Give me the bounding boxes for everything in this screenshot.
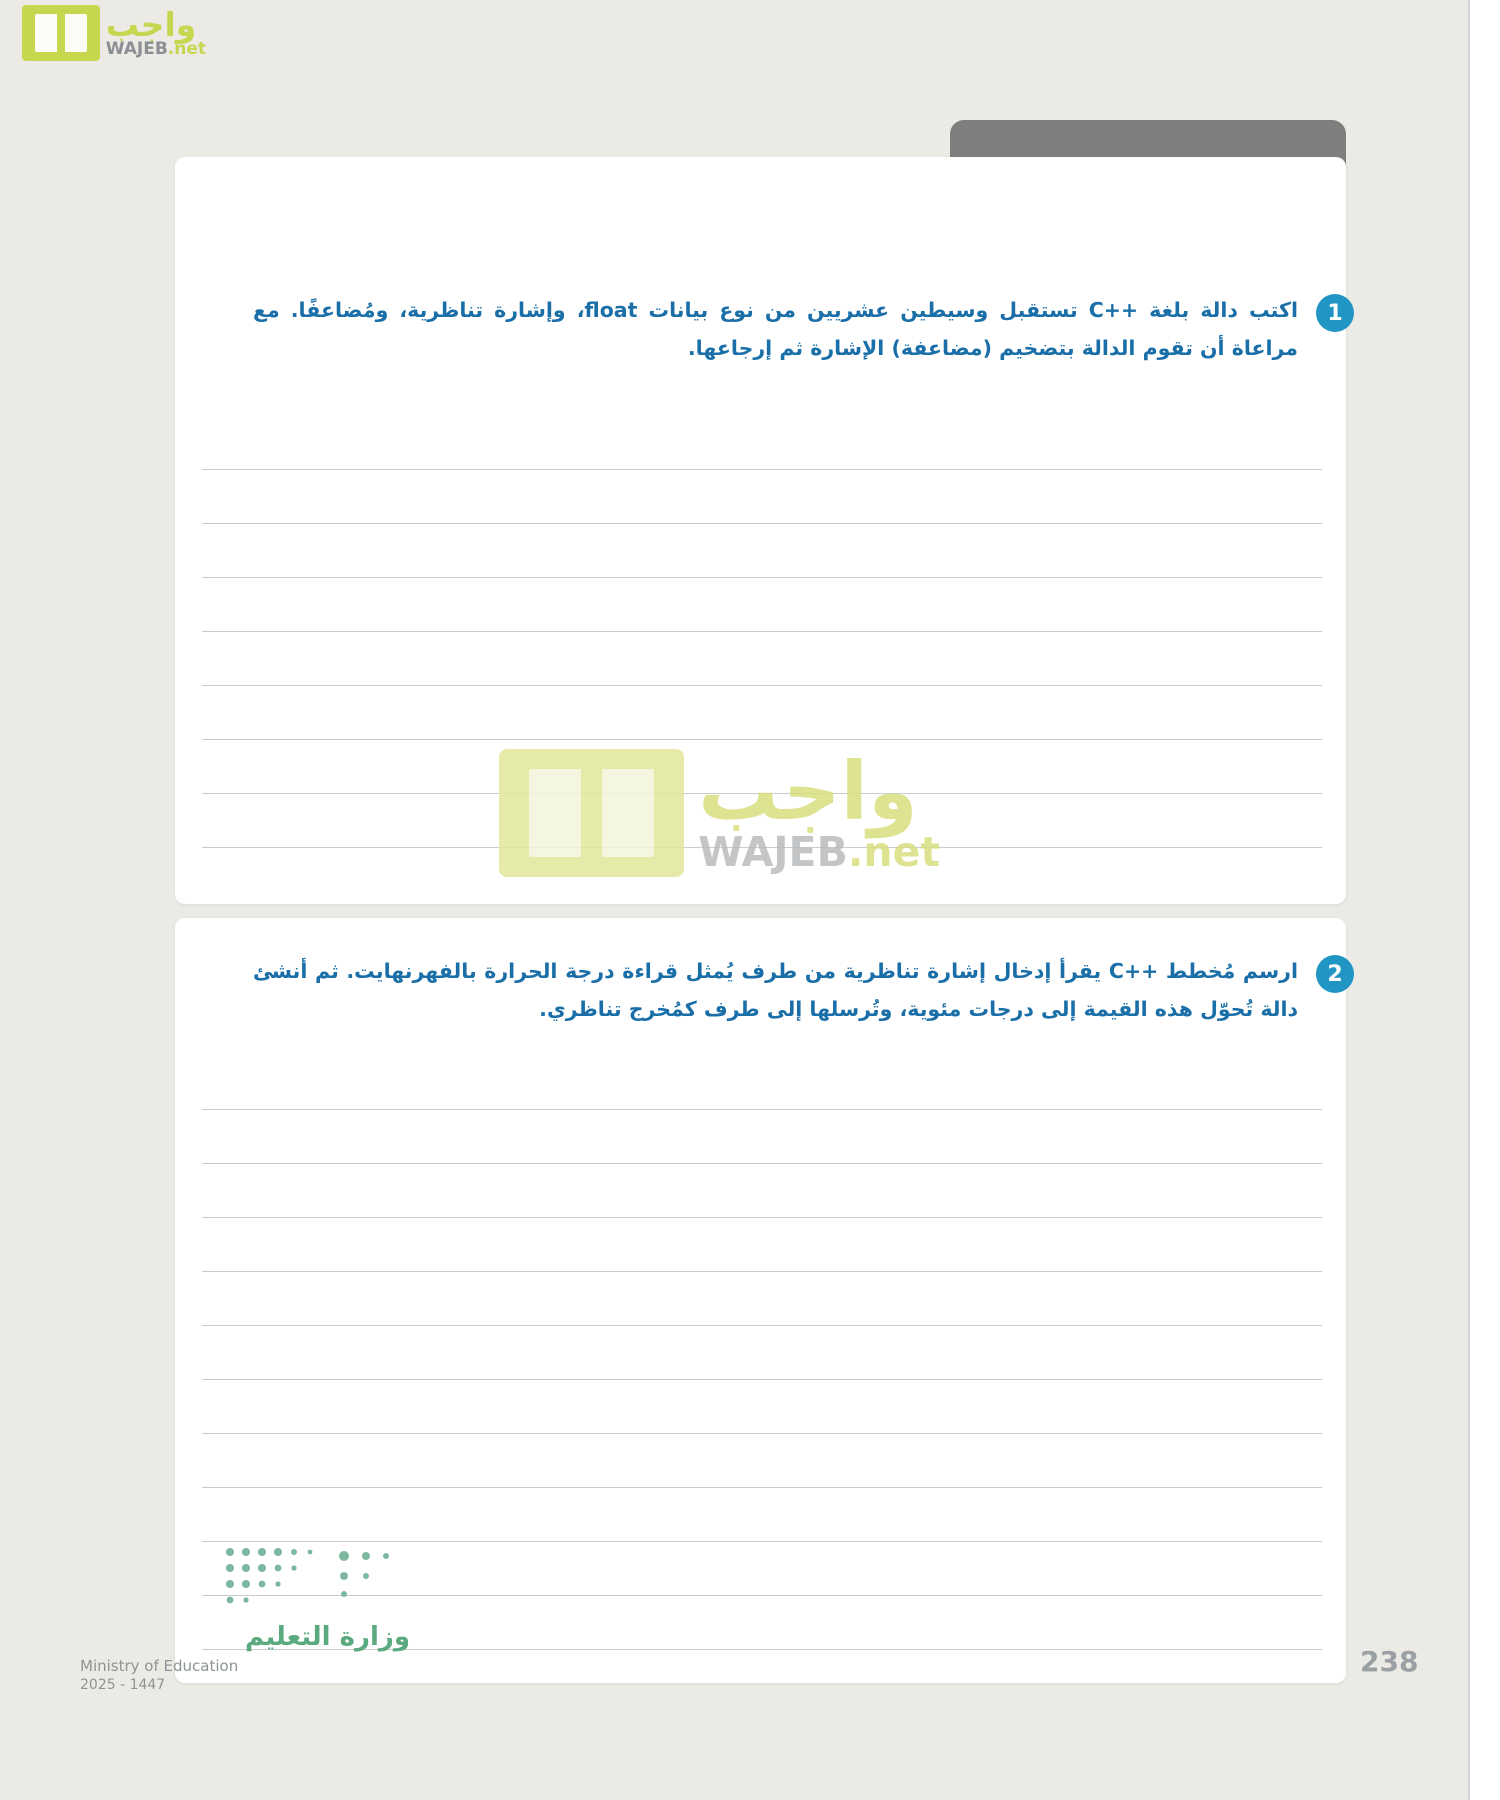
ministry-logo [80, 1540, 410, 1693]
ministry-name-en: Ministry of Education [80, 1657, 239, 1675]
answer-line[interactable] [202, 1488, 1322, 1542]
answer-line[interactable] [202, 686, 1322, 740]
exercise-1 [253, 292, 1354, 368]
answer-line[interactable] [202, 1110, 1322, 1164]
ministry-name-ar: وزارة التعليم [245, 1622, 410, 1652]
answer-line[interactable] [202, 416, 1322, 470]
page-right-margin [1468, 0, 1500, 1800]
watermark-logo-top [6, 2, 206, 64]
watermark-brand-en: WAJEB.net [698, 828, 940, 876]
page-number: 238 [1360, 1645, 1419, 1678]
answer-line[interactable] [202, 1164, 1322, 1218]
answer-line[interactable] [202, 1272, 1322, 1326]
exercise-question-text: ارسم مُخطط ++C يقرأ إدخال إشارة تناظرية من طرف يُمثل قراءة درجة الحرارة بالفهرنهايت. ثم أنشئ دالة تُحوّل هذه القيمة إلى درجات مئوية، وتُرسلها إلى طرف كمُخرج تناظري. [253, 959, 1298, 1021]
answer-line[interactable] [202, 632, 1322, 686]
watermark-brand-ar: واجب [698, 745, 918, 838]
exercise-number-badge: 1 [1316, 294, 1354, 332]
answer-line[interactable] [202, 1326, 1322, 1380]
exercise-card-1 [175, 157, 1346, 904]
answer-line[interactable] [202, 578, 1322, 632]
answer-lines-1[interactable] [202, 416, 1322, 848]
answer-line[interactable] [202, 1380, 1322, 1434]
watermark-brand-ar: واجب [105, 5, 197, 44]
page-edge-rule [1468, 0, 1470, 1800]
book-spine [59, 14, 63, 52]
open-book-icon [22, 5, 100, 61]
answer-line[interactable] [202, 1056, 1322, 1110]
answer-line[interactable] [202, 1218, 1322, 1272]
exercise-question-text: اكتب دالة بلغة ++C تستقبل وسيطين عشريين من نوع بيانات float، وإشارة تناظرية، ومُضاعفًا. مع مراعاة أن تقوم الدالة بتضخيم (مضاعفة) الإشارة ثم إرجاعها. [253, 298, 1298, 360]
ministry-dots-icon [220, 1540, 410, 1610]
exercise-number-badge: 2 [1316, 955, 1354, 993]
exercise-2 [253, 953, 1354, 1029]
answer-line[interactable] [202, 470, 1322, 524]
answer-line[interactable] [202, 740, 1322, 794]
watermark-text [105, 5, 206, 59]
answer-line[interactable] [202, 794, 1322, 848]
answer-line[interactable] [202, 524, 1322, 578]
watermark-brand-en: WAJEB.net [105, 39, 206, 59]
answer-line[interactable] [202, 1434, 1322, 1488]
ministry-years: 2025 - 1447 [80, 1677, 166, 1693]
